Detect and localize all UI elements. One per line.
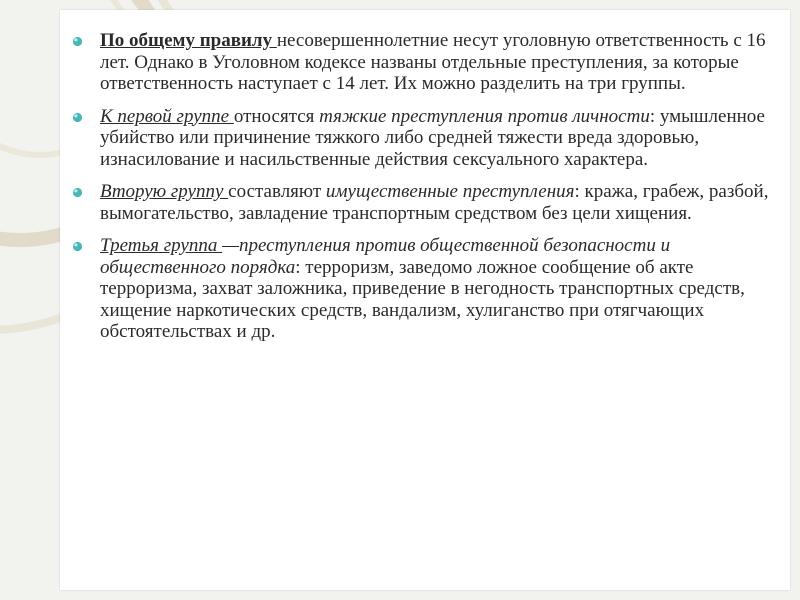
teal-orb-icon: [72, 187, 83, 198]
general-rule-lead: По общему правилу: [100, 30, 277, 51]
first-group-emph: тяжкие преступления против личности: [319, 105, 650, 127]
first-group-mid: относятся: [233, 105, 320, 127]
second-group-emph: имущественные преступления: [325, 181, 575, 202]
first-group-lead: К первой группе: [100, 105, 234, 127]
third-group-emph: —преступления против общественной безопасности и общественного порядка: [100, 235, 671, 278]
first-group-text: : умышленное убийство или причинение тяжкого либо средней тяжести вреда здоровью, изнасилование и насильственные действия сексуального характера.: [100, 105, 765, 170]
bullet-list: [72, 30, 772, 354]
teal-orb-icon: [72, 36, 83, 47]
bullet-item-second-group: [72, 181, 772, 224]
teal-orb-icon: [72, 241, 83, 252]
bullet-item-third-group: [72, 235, 772, 343]
teal-orb-icon: [72, 112, 83, 123]
bullet-item-general-rule: [72, 30, 772, 95]
general-rule-text: несовершеннолетние несут уголовную ответственность с 16 лет. Однако в Уголовном кодексе названы отдельные преступления, за которые ответственность наступает с 14 лет. Их можно разделить на три группы.: [100, 30, 766, 94]
bullet-item-first-group: [72, 106, 772, 171]
second-group-mid: составляют: [228, 181, 326, 202]
third-group-lead: Третья группа: [100, 235, 223, 256]
third-group-text: : терроризм, заведомо ложное сообщение об акте терроризма, захват заложника, приведение в негодность транспортных средств, хищение наркотических средств, вандализм, хулиганство при отягчающих обстоятельствах и др.: [100, 256, 745, 342]
second-group-lead: Вторую группу: [100, 181, 229, 202]
second-group-text: : кража, грабеж, разбой, вымогательство, завладение транспортным средством без цели хищения.: [100, 181, 769, 224]
